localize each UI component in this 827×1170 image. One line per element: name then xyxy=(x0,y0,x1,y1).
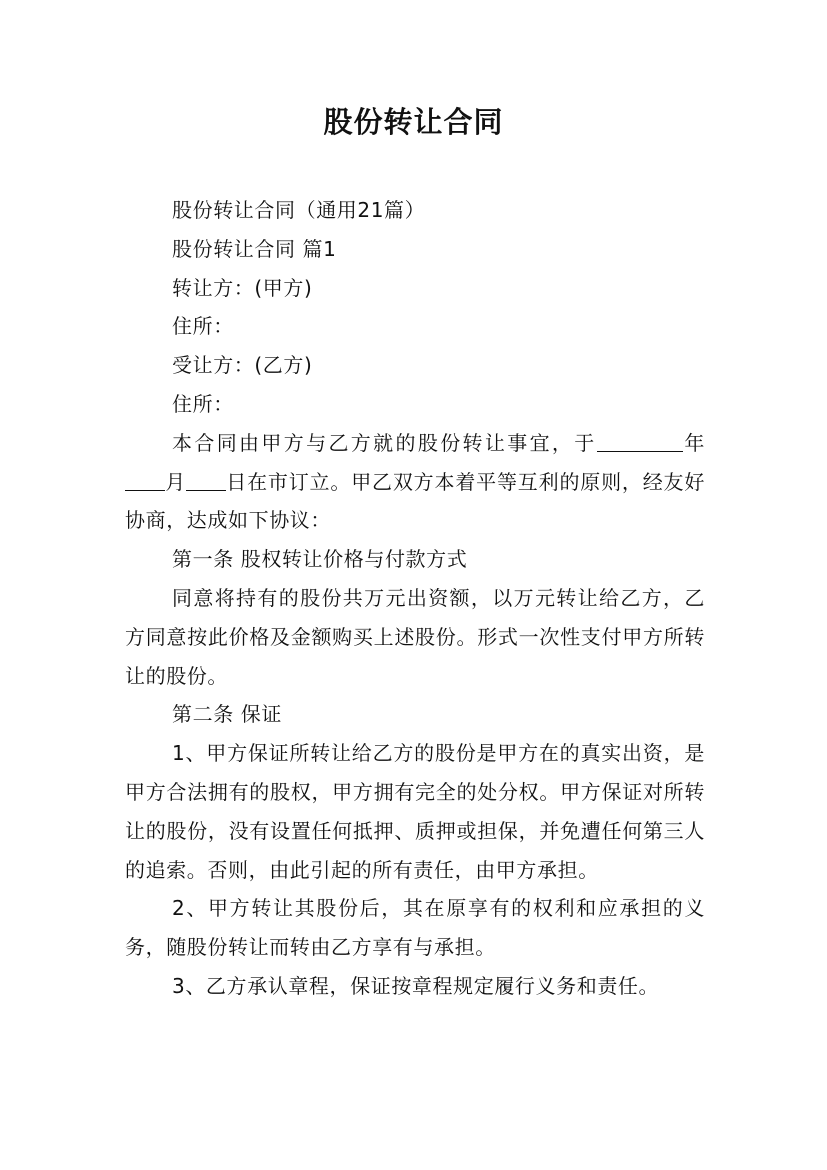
intro-year: 年 xyxy=(682,430,705,455)
paragraph-transferor-address: 住所： xyxy=(172,314,234,339)
paragraph-transferor: 转让方：(甲方) xyxy=(172,275,313,300)
paragraph-subtitle: 股份转让合同（通用21篇） xyxy=(172,198,426,222)
paragraph-article-two-heading: 第二条 保证 xyxy=(172,702,282,727)
paragraph-section-heading: 股份转让合同 篇1 xyxy=(172,236,337,261)
document-title: 股份转让合同 xyxy=(323,105,504,139)
intro-month: 月 xyxy=(165,469,187,494)
day-blank xyxy=(186,466,226,491)
intro-text-2: 日在市订立。甲乙双方本着平等互利的原则，经友好协商，达成如下协议： xyxy=(125,469,705,533)
document-body xyxy=(125,191,705,1006)
paragraph-guarantee-3: 3、乙方承认章程，保证按章程规定履行义务和责任。 xyxy=(172,973,660,998)
year-blank xyxy=(597,427,683,452)
paragraph-article-one-heading: 第一条 股权转让价格与付款方式 xyxy=(172,547,468,572)
paragraph-guarantee-2: 2、甲方转让其股份后，其在原享有的权利和应承担的义务，随股份转让而转由乙方享有与承担。 xyxy=(125,896,705,960)
month-blank xyxy=(125,466,165,491)
paragraph-contract-intro xyxy=(125,424,705,540)
paragraph-guarantee-1: 1、甲方保证所转让给乙方的股份是甲方在的真实出资，是甲方合法拥有的股权，甲方拥有完全的处分权。甲方保证对所转让的股份，没有设置任何抵押、质押或担保，并免遭任何第三人的追索。否则，由此引起的所有责任，由甲方承担。 xyxy=(125,741,705,882)
paragraph-transferee: 受让方：(乙方) xyxy=(172,353,313,378)
intro-text-1: 本合同由甲方与乙方就的股份转让事宜，于 xyxy=(172,430,597,455)
paragraph-transferee-address: 住所： xyxy=(172,391,234,416)
paragraph-article-one-body: 同意将持有的股份共万元出资额，以万元转让给乙方，乙方同意按此价格及金额购买上述股份。形式一次性支付甲方所转让的股份。 xyxy=(125,585,705,688)
